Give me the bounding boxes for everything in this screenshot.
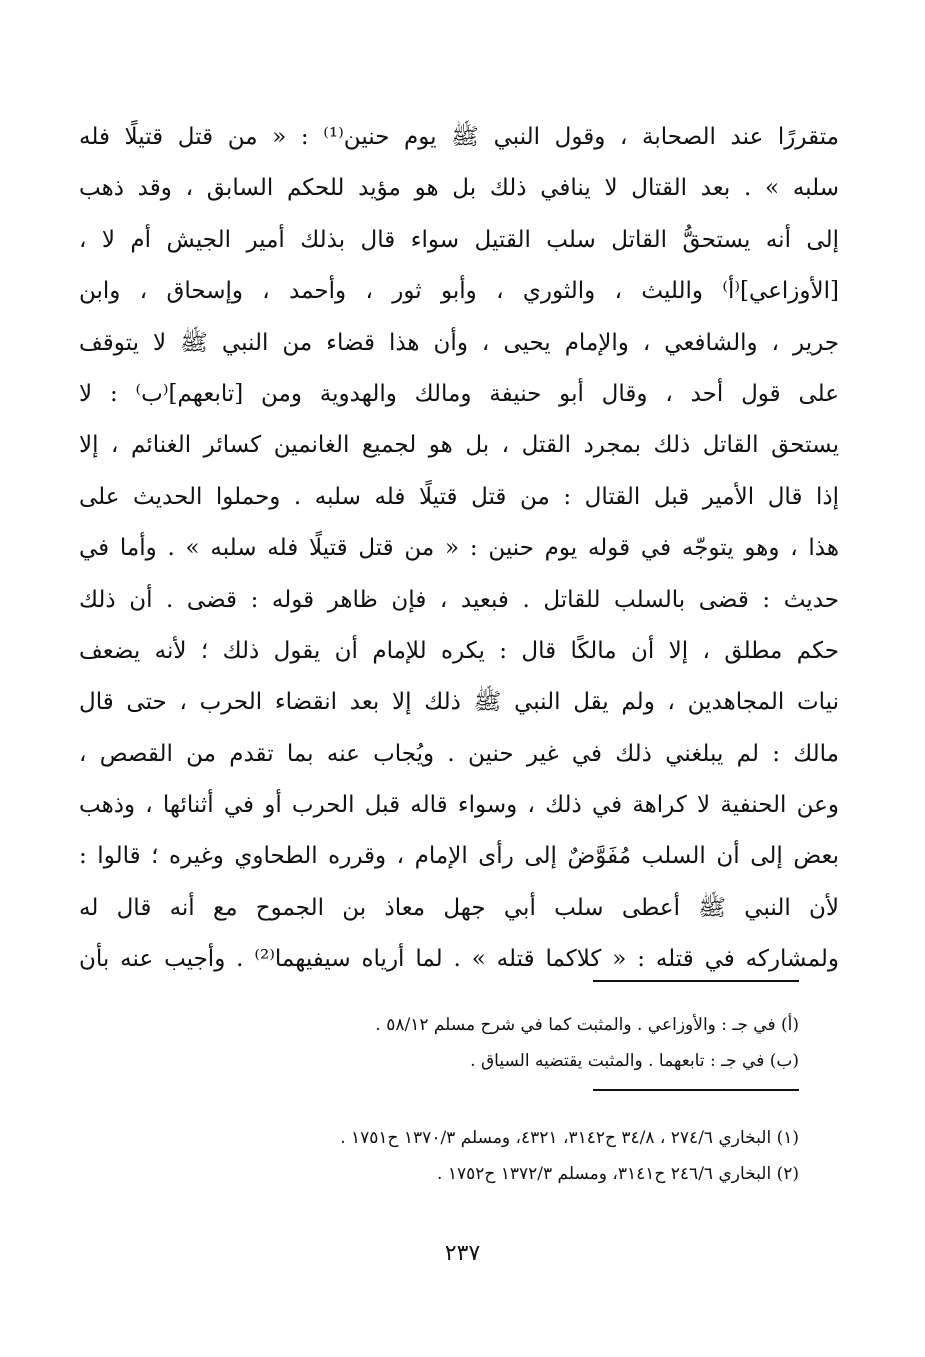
footnote-item: (٢) البخاري ٢٤٦/٦ ح٣١٤١، ومسلم ١٣٧٢/٣ ح١٧٥٢ . (437, 1164, 799, 1184)
main-text (79, 112, 839, 986)
text-line: هذا ، وهو يتوجّه في قوله يوم حنين : « من قتل قتيلًا فله سلبه » . وأما في (79, 535, 839, 562)
text-line: على قول أحد ، وقال أبو حنيفة ومالك والهدوية ومن [تابعهم]⁽ب⁾ : لا (79, 380, 839, 407)
text-line: بعض إلى أن السلب مُفَوَّضٌ إلى رأى الإمام ، وقرره الطحاوي وغيره ؛ قالوا : (79, 843, 839, 870)
footnote-item: (أ) في جـ : والأوزاعي . والمثبت كما في شرح مسلم ٥٨/١٢ . (375, 1015, 799, 1035)
footnote-item: (ب) في جـ : تابعهما . والمثبت يقتضيه السياق . (470, 1051, 799, 1071)
text-line: لأن النبي ﷺ أعطى سلب أبي جهل معاذ بن الجموح مع أنه قال له (79, 894, 839, 921)
text-line: إذا قال الأمير قبل القتال : من قتل قتيلًا فله سلبه . وحملوا الحديث على (79, 483, 839, 510)
text-line: حكم مطلق ، إلا أن مالكًا قال : يكره للإمام أن يقول ذلك ؛ لأنه يضعف (79, 637, 839, 664)
text-line: حديث : قضى بالسلب للقاتل . فبعيد ، فإن ظاهر قوله : قضى . أن ذلك (79, 586, 839, 613)
text-line: متقررًا عند الصحابة ، وقول النبي ﷺ يوم حنين⁽¹⁾ : « من قتل قتيلًا فله (79, 124, 839, 150)
source-footnotes (119, 1120, 799, 1192)
footnote-item: (١) البخاري ٢٧٤/٦ ، ٣٤/٨ ح٣١٤٢، ٤٣٢١، ومسلم ١٣٧٠/٣ ح١٧٥١ . (340, 1128, 799, 1148)
text-line: إلى أنه يستحقُّ القاتل سلب القتيل سواء قال بذلك أمير الجيش أم لا ، (79, 226, 839, 253)
editorial-footnotes (119, 1007, 799, 1079)
text-line: ولمشاركه في قتله : « كلاكما قتله » . لما أرياه سيفيهما⁽²⁾ . وأجيب عنه بأن (79, 946, 839, 973)
text-line: جرير ، والشافعي ، والإمام يحيى ، وأن هذا قضاء من النبي ﷺ لا يتوقف (79, 329, 839, 356)
text-line: نيات المجاهدين ، ولم يقل النبي ﷺ ذلك إلا بعد انقضاء الحرب ، حتى قال (79, 689, 839, 716)
page-number: ٢٣٧ (444, 1241, 481, 1266)
text-line: يستحق القاتل ذلك بمجرد القتل ، بل هو لجميع الغانمين كسائر الغنائم ، إلا (79, 432, 839, 459)
text-line: وعن الحنفية لا كراهة في ذلك ، وسواء قاله قبل الحرب أو في أثنائها ، وذهب (79, 792, 839, 819)
text-line: سلبه » . بعد القتال لا ينافي ذلك بل هو مؤيد للحكم السابق ، وقد ذهب (79, 175, 839, 202)
footnote-divider (593, 1089, 799, 1091)
text-line: مالك : لم يبلغني ذلك في غير حنين . ويُجاب عنه بما تقدم من القصص ، (79, 740, 839, 767)
text-line: [الأوزاعي]⁽أ⁾ والليث ، والثوري ، وأبو ثور ، وأحمد ، وإسحاق ، وابن (79, 278, 839, 305)
footnote-divider (593, 980, 799, 982)
